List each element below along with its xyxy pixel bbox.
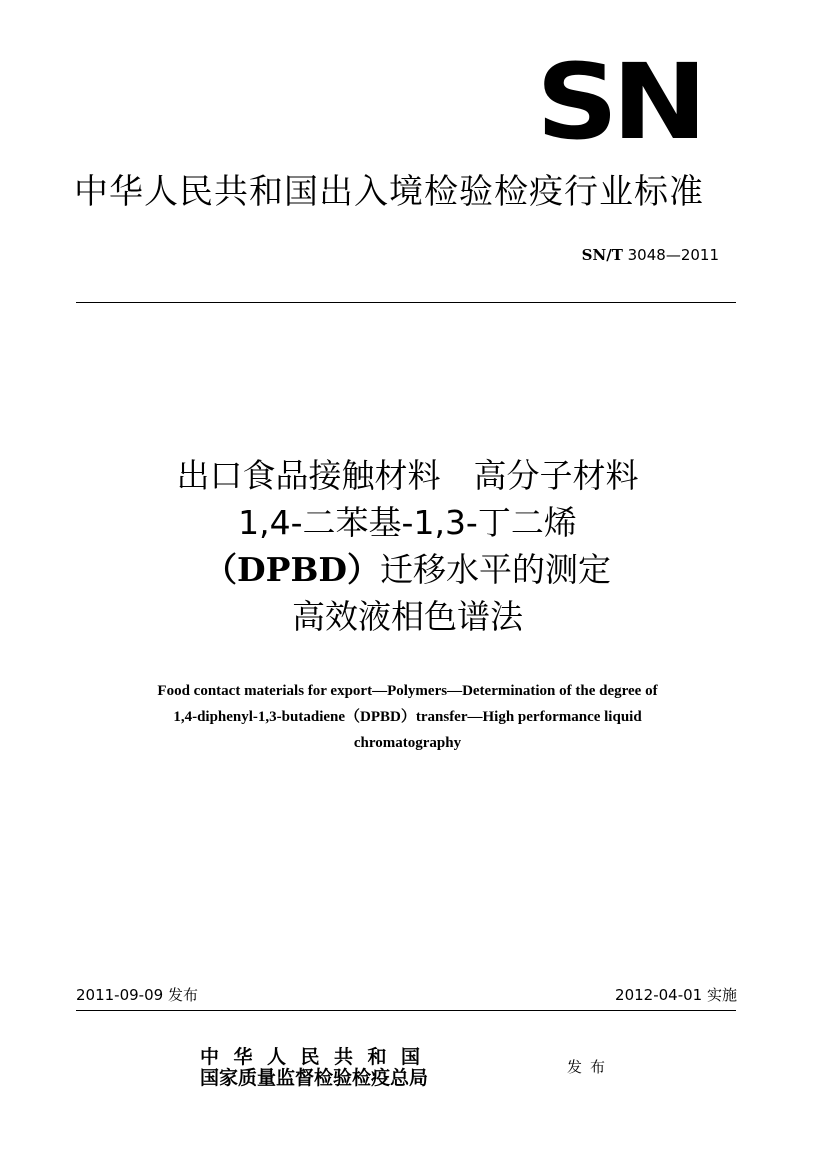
english-title-line-3: chromatography xyxy=(353,735,462,751)
standard-code: 3048—2011 xyxy=(627,246,719,264)
english-title-line-2: 1,4-diphenyl-1,3-butadiene（DPBD）transfer—High performance liquid xyxy=(173,709,642,725)
chinese-title-line-3 xyxy=(0,546,815,593)
english-title-line-1: Food contact materials for export—Polymers—Determination of the degree of xyxy=(157,683,658,699)
standard-number xyxy=(582,245,719,265)
chinese-title xyxy=(0,452,815,640)
english-title xyxy=(60,678,755,756)
publish-label: 发布 xyxy=(567,1058,614,1076)
issuer-agency: 国家质量监督检验检疫总局 xyxy=(200,1067,429,1089)
chinese-title-line-3-rest: 迁移水平的测定 xyxy=(379,550,611,589)
issuing-authority xyxy=(200,1047,435,1089)
chinese-title-line-1: 出口食品接触材料 高分子材料 xyxy=(176,456,639,495)
chinese-title-abbrev: （DPBD） xyxy=(204,550,380,589)
footer-divider xyxy=(76,1010,736,1011)
sn-logo: SN xyxy=(536,41,701,163)
issue-date: 2011-09-09 发布 xyxy=(76,986,198,1004)
standard-category: 中华人民共和国出入境检验检疫行业标准 xyxy=(74,172,704,212)
implementation-date: 2012-04-01 实施 xyxy=(615,986,737,1004)
chinese-title-line-2: 1,4-二苯基-1,3-丁二烯 xyxy=(238,503,577,542)
header-divider xyxy=(76,302,736,303)
chinese-title-line-4: 高效液相色谱法 xyxy=(292,597,523,636)
standard-prefix: SN/T xyxy=(581,246,623,264)
issuer-country: 中华人民共和国 xyxy=(200,1046,435,1068)
